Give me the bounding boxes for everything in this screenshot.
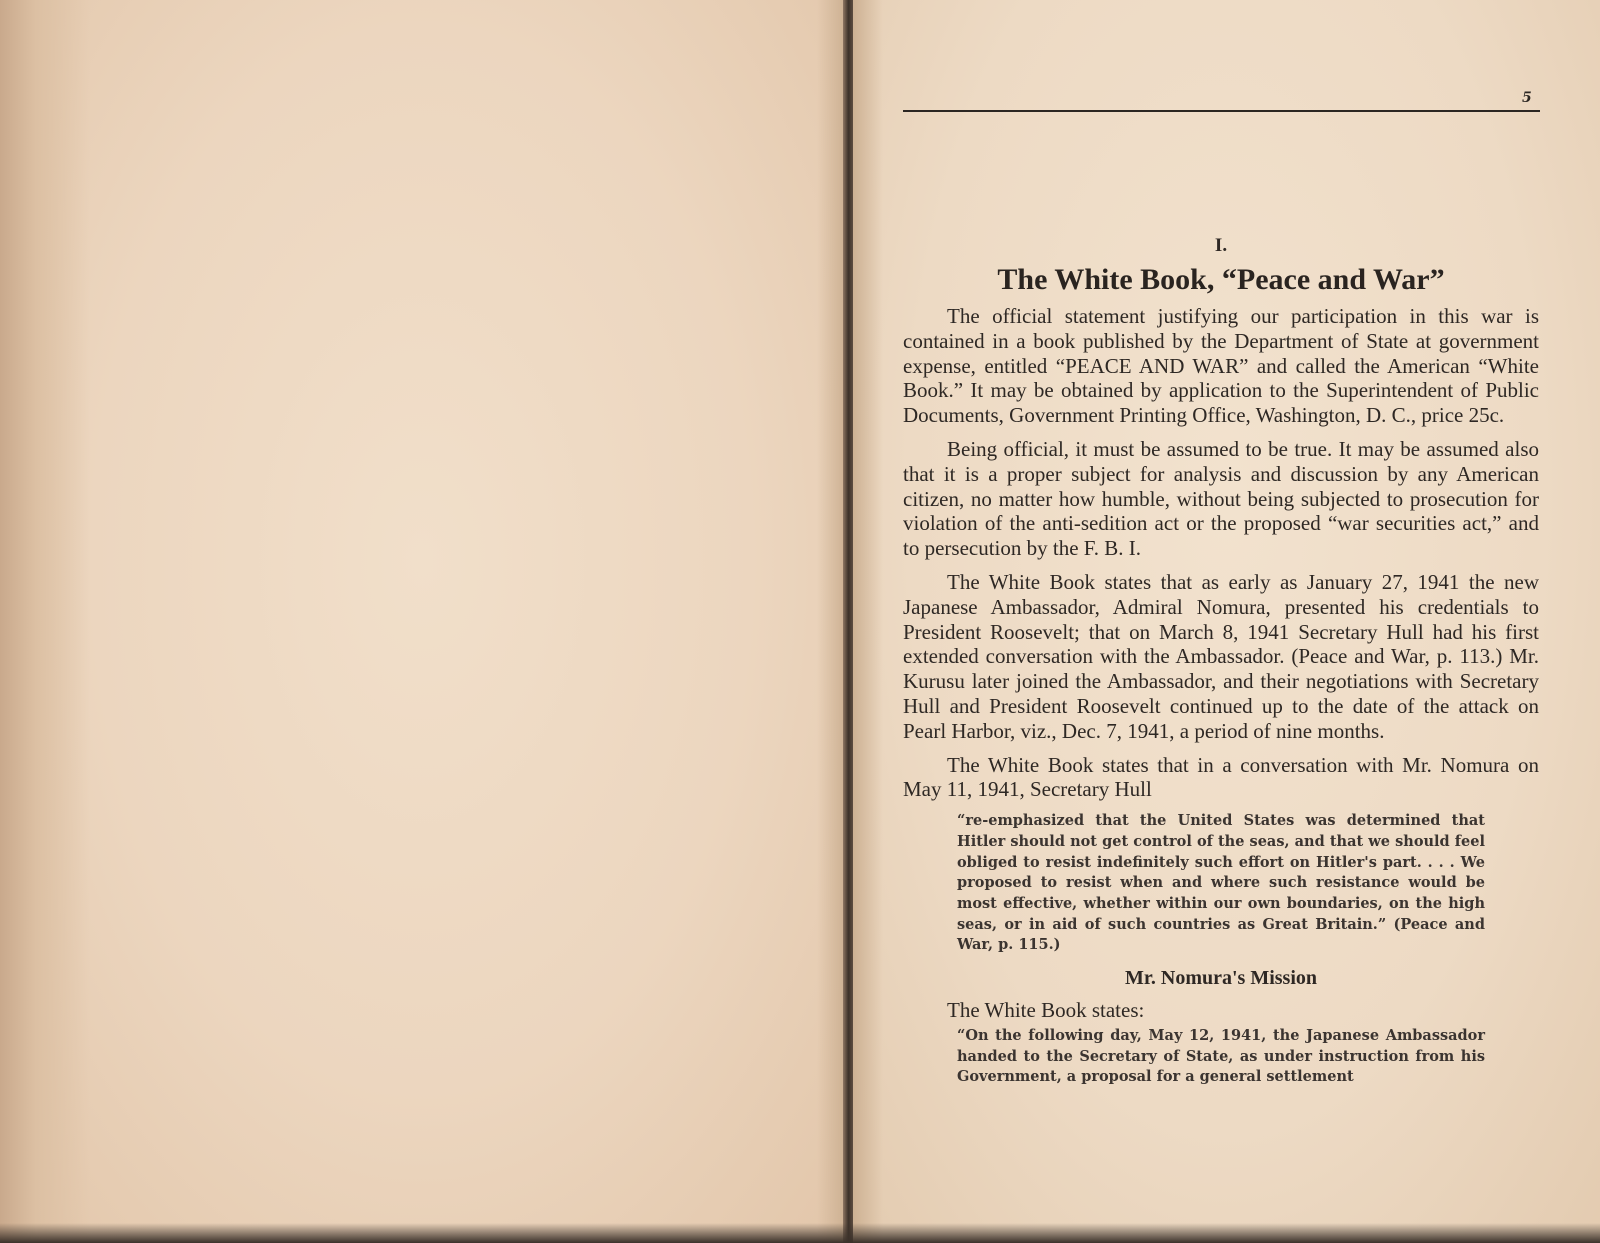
page-text <box>903 232 1539 1098</box>
paragraph-4: The White Book states that in a conversation with Mr. Nomura on May 11, 1941, Secretary Hull <box>903 752 1539 802</box>
paragraph-1: The official statement justifying our participation in this war is contained in a book published by the Department of State at government expense, entitled “PEACE AND WAR” and called the American “White Book.” It may be obtained by application to the Superintendent of Public Documents, Government Printing Office, Washington, D. C., price 25c. <box>903 304 1539 428</box>
header-rule <box>903 110 1540 112</box>
paragraph-3: The White Book states that as early as January 27, 1941 the new Japanese Ambassador, Admiral Nomura, presented his credentials to President Roosevelt; that on March 8, 1941 Secretary Hull had his first extended conversation with the Ambassador. (Peace and War, p. 113.) Mr. Kurusu later joined the Ambassador, and their negotiations with Secretary Hull and President Roosevelt continued up to the date of the attack on Pearl Harbor, viz., Dec. 7, 1941, a period of nine months. <box>903 569 1539 743</box>
paragraph-2: Being official, it must be assumed to be true. It may be assumed also that it is a proper subject for analysis and discussion by any American citizen, no matter how humble, without being subjected to prosecution for violation of the anti-sedition act or the proposed “war securities act,” and to persecution by the F. B. I. <box>903 436 1539 561</box>
section-subheading: Mr. Nomura's Mission <box>1124 967 1318 990</box>
page-number: 5 <box>1522 90 1532 106</box>
chapter-number: I. <box>1214 235 1228 256</box>
block-quote-2: “On the following day, May 12, 1941, the Japanese Ambassador handed to the Secretary of State, as under instruction from his Government, a proposal for a general settlement <box>957 1027 1485 1086</box>
block-quote-1: “re-emphasized that the United States was determined that Hitler should not get control of the seas, and that we should feel obliged to resist indefinitely such effort on Hitler's part. . . . We proposed to resist when and where such resistance would be most effective, whether within our own boundaries, on the high seas, or in aid of such countries as Great Britain.” (Peace and War, p. 115.) <box>957 812 1485 954</box>
bottom-edge-shadow <box>0 1223 1600 1243</box>
chapter-title: The White Book, “Peace and War” <box>997 263 1445 296</box>
lead-in-line: The White Book states: <box>947 998 1145 1023</box>
